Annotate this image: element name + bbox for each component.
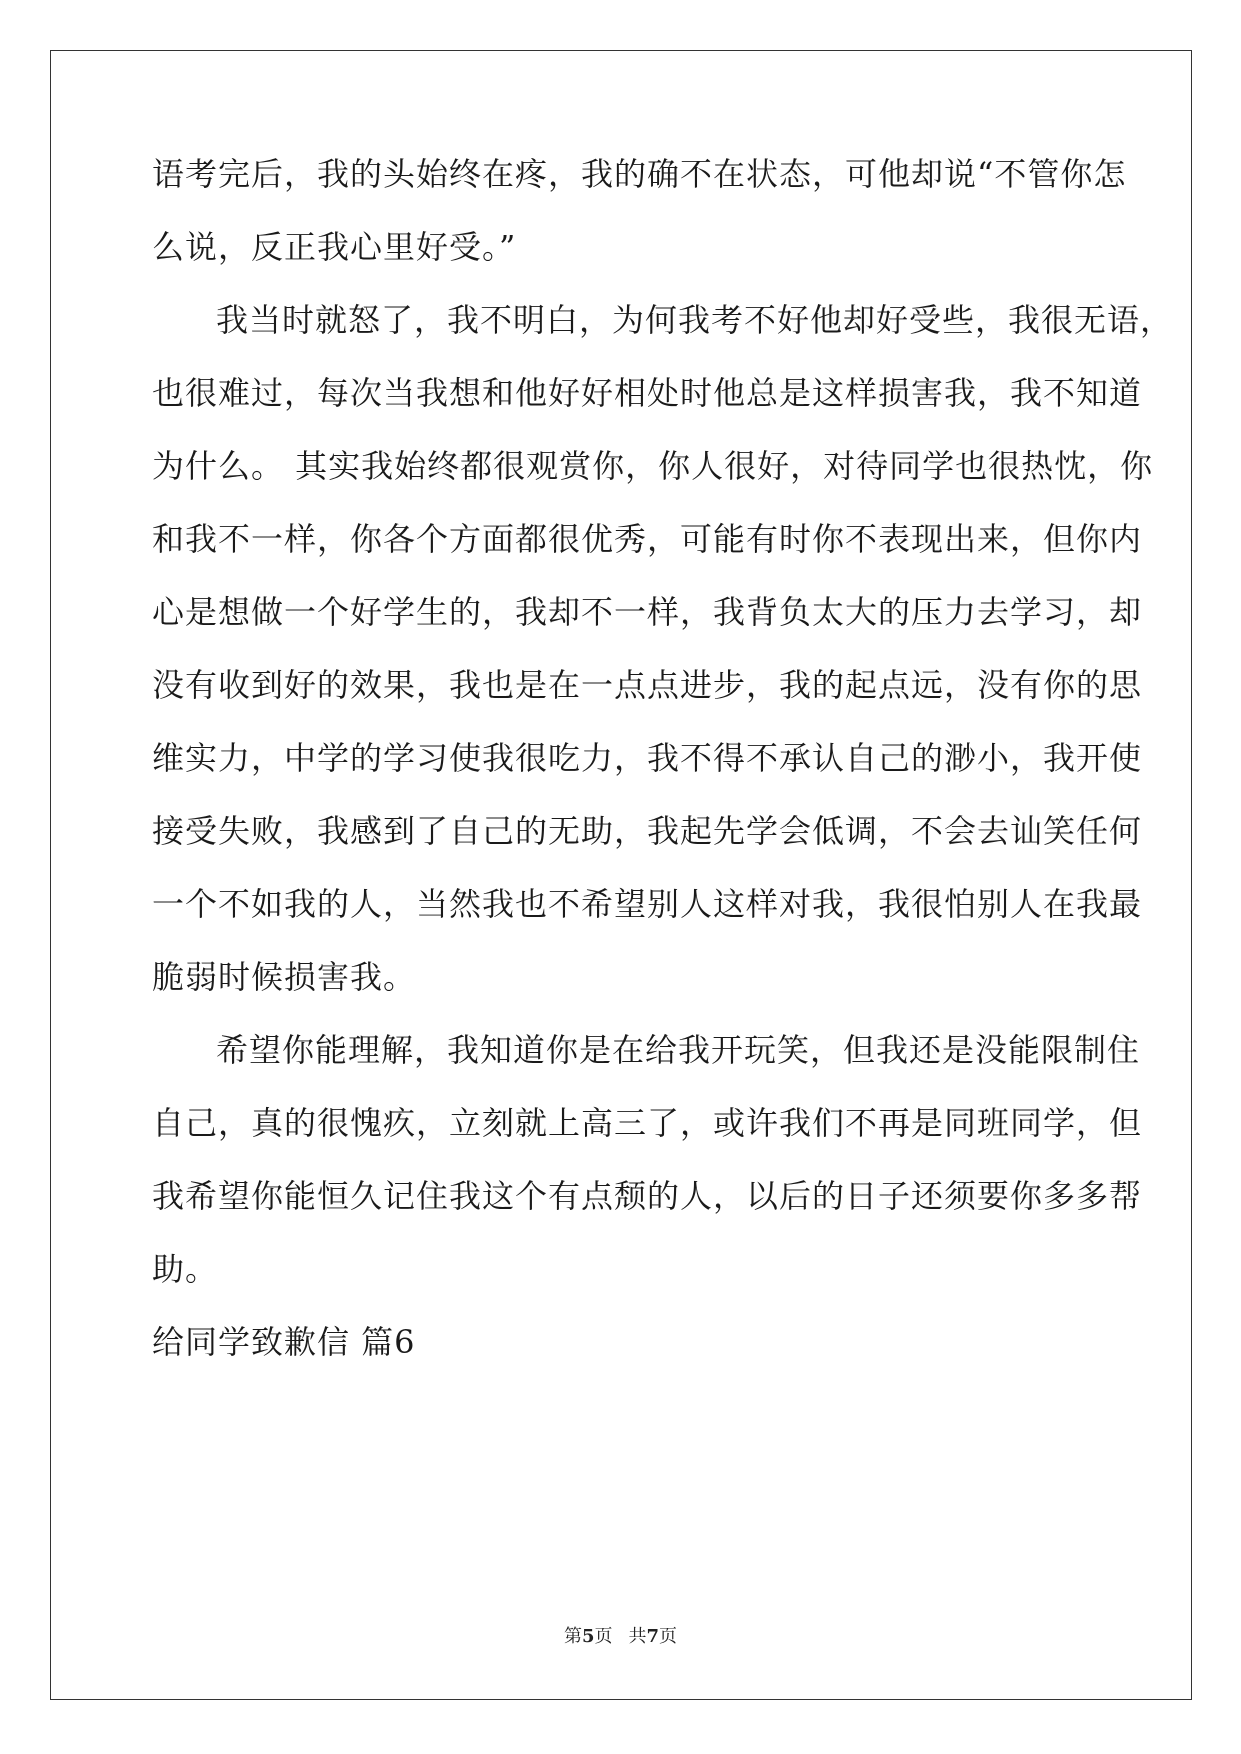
text-line: 脆弱时候损害我。 [152,958,417,996]
current-page-number: 5 [581,1626,595,1647]
paragraph-start-line: 希望你能理解，我知道你是在给我开玩笑，但我还是没能限制住 [216,1031,1141,1069]
text-line: 我希望你能恒久记住我这个有点颓的人，以后的日子还须要你多多帮 [152,1177,1143,1215]
text-line: 一个不如我的人，当然我也不希望别人这样对我，我很怕别人在我最 [152,885,1143,923]
text-line: 为什么。 其实我始终都很观赏你，你人很好，对待同学也很热忱，你 [152,447,1154,485]
text-line: 语考完后，我的头始终在疼，我的确不在状态，可他却说“不管你怎 [152,155,1127,193]
text-line: 也很难过，每次当我想和他好好相处时他总是这样损害我，我不知道 [152,374,1143,412]
text-line: 接受失败，我感到了自己的无助，我起先学会低调，不会去讪笑任何 [152,812,1143,850]
page-footer [0,1625,1241,1649]
text-line: 没有收到好的效果，我也是在一点点进步，我的起点远，没有你的思 [152,666,1143,704]
paragraph-start-line: 我当时就怒了，我不明白，为何我考不好他却好受些，我很无语， [216,301,1174,339]
total-prefix: 共 [628,1626,647,1647]
page-suffix: 页 [594,1626,613,1647]
page-prefix: 第 [563,1626,582,1647]
total-suffix: 页 [659,1626,678,1647]
total-page-number: 7 [646,1626,660,1647]
text-line: 自己，真的很愧疚，立刻就上高三了，或许我们不再是同班同学，但 [152,1104,1143,1142]
text-line: 心是想做一个好学生的，我却不一样，我背负太大的压力去学习，却 [152,593,1143,631]
text-line: 么说，反正我心里好受。” [152,228,517,266]
text-line: 维实力，中学的学习使我很吃力，我不得不承认自己的渺小，我开使 [152,739,1143,777]
section-heading: 给同学致歉信 篇6 [152,1323,416,1361]
text-line: 助。 [152,1250,219,1288]
text-line: 和我不一样，你各个方面都很优秀，可能有时你不表现出来，但你内 [152,520,1143,558]
